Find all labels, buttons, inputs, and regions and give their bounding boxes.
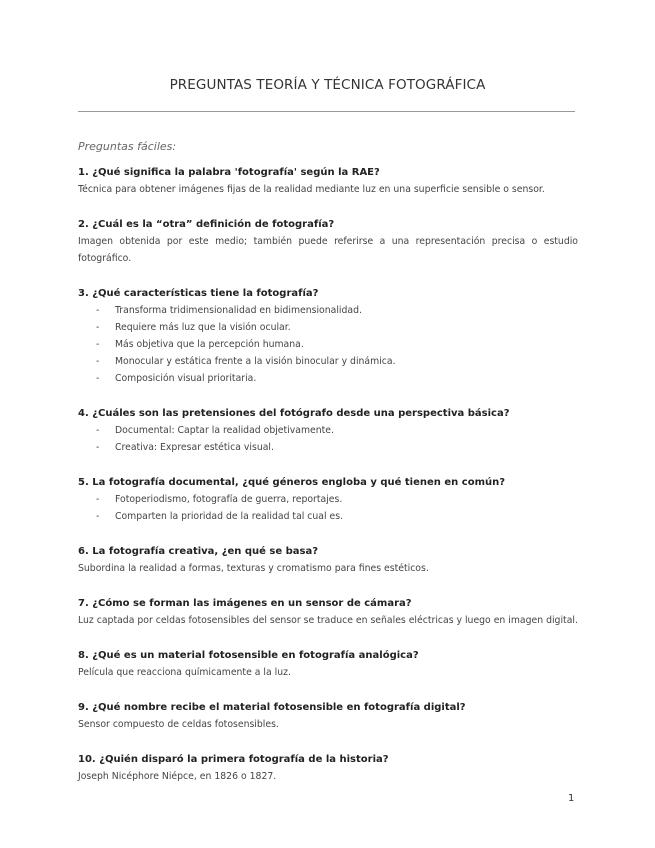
question-block: [78, 405, 578, 456]
question-heading: 5. La fotografía documental, ¿qué géneros engloba y qué tienen en común?: [78, 477, 506, 488]
bullet-item: - Transforma tridimensionalidad en bidimensionalidad.: [96, 305, 362, 316]
bullet-item: - Documental: Captar la realidad objetivamente.: [96, 425, 334, 436]
question-block: [78, 285, 578, 387]
bullet-text: Creativa: Expresar estética visual.: [115, 442, 274, 453]
question-heading: 8. ¿Qué es un material fotosensible en fotografía analógica?: [78, 650, 419, 661]
page-title: PREGUNTAS TEORÍA Y TÉCNICA FOTOGRÁFICA: [169, 77, 486, 93]
question-heading: 4. ¿Cuáles son las pretensiones del fotógrafo desde una perspectiva básica?: [78, 408, 510, 419]
question-heading: 7. ¿Cómo se forman las imágenes en un sensor de cámara?: [78, 598, 412, 609]
bullet-item: - Composición visual prioritaria.: [96, 373, 257, 384]
section-label: Preguntas fáciles:: [78, 140, 177, 153]
title-divider: [78, 111, 575, 112]
question-answer: Joseph Nicéphore Niépce, en 1826 o 1827.: [78, 771, 277, 782]
question-answer: Imagen obtenida por este medio; también puede referirse a una representación precisa o estudio fotográfico.: [78, 236, 578, 264]
bullet-text: Comparten la prioridad de la realidad tal cual es.: [115, 511, 344, 522]
bullet-text: Composición visual prioritaria.: [115, 373, 257, 384]
bullet-text: Fotoperiodismo, fotografía de guerra, reportajes.: [115, 494, 343, 505]
question-answer: Técnica para obtener imágenes fijas de la realidad mediante luz en una superficie sensible o sensor.: [78, 184, 545, 195]
question-heading: 1. ¿Qué significa la palabra 'fotografía' según la RAE?: [78, 167, 380, 178]
bullet-item: - Creativa: Expresar estética visual.: [96, 442, 274, 453]
bullet-item: - Monocular y estática frente a la visión binocular y dinámica.: [96, 356, 396, 367]
answer-bullet-list: [78, 491, 578, 525]
bullet-item: - Comparten la prioridad de la realidad tal cual es.: [96, 511, 344, 522]
question-block: [78, 474, 578, 525]
bullet-item: - Más objetiva que la percepción humana.: [96, 339, 304, 350]
question-block: [78, 595, 578, 629]
question-block: [78, 699, 578, 733]
questions-list: [78, 164, 578, 803]
bullet-text: Monocular y estática frente a la visión binocular y dinámica.: [115, 356, 396, 367]
bullet-text: Más objetiva que la percepción humana.: [115, 339, 304, 350]
question-heading: 9. ¿Qué nombre recibe el material fotosensible en fotografía digital?: [78, 702, 466, 713]
question-heading: 3. ¿Qué características tiene la fotografía?: [78, 288, 319, 299]
question-block: [78, 543, 578, 577]
question-block: [78, 164, 578, 198]
question-block: [78, 751, 578, 785]
question-heading: 10. ¿Quién disparó la primera fotografía de la historia?: [78, 754, 389, 765]
question-answer: Luz captada por celdas fotosensibles del sensor se traduce en señales eléctricas y luego en imagen digital.: [78, 615, 578, 626]
question-heading: 2. ¿Cuál es la “otra” definición de fotografía?: [78, 219, 335, 230]
question-answer: Subordina la realidad a formas, texturas y cromatismo para fines estéticos.: [78, 563, 429, 574]
answer-bullet-list: [78, 422, 578, 456]
bullet-text: Requiere más luz que la visión ocular.: [115, 322, 291, 333]
bullet-text: Documental: Captar la realidad objetivamente.: [115, 425, 334, 436]
question-answer: Sensor compuesto de celdas fotosensibles.: [78, 719, 279, 730]
bullet-item: - Requiere más luz que la visión ocular.: [96, 322, 291, 333]
question-heading: 6. La fotografía creativa, ¿en qué se basa?: [78, 546, 319, 557]
bullet-text: Transforma tridimensionalidad en bidimensionalidad.: [115, 305, 362, 316]
bullet-item: - Fotoperiodismo, fotografía de guerra, reportajes.: [96, 494, 343, 505]
question-block: [78, 216, 578, 267]
question-block: [78, 647, 578, 681]
answer-bullet-list: [78, 302, 578, 387]
question-answer: Película que reacciona químicamente a la luz.: [78, 667, 291, 678]
page-number: 1: [568, 793, 575, 804]
